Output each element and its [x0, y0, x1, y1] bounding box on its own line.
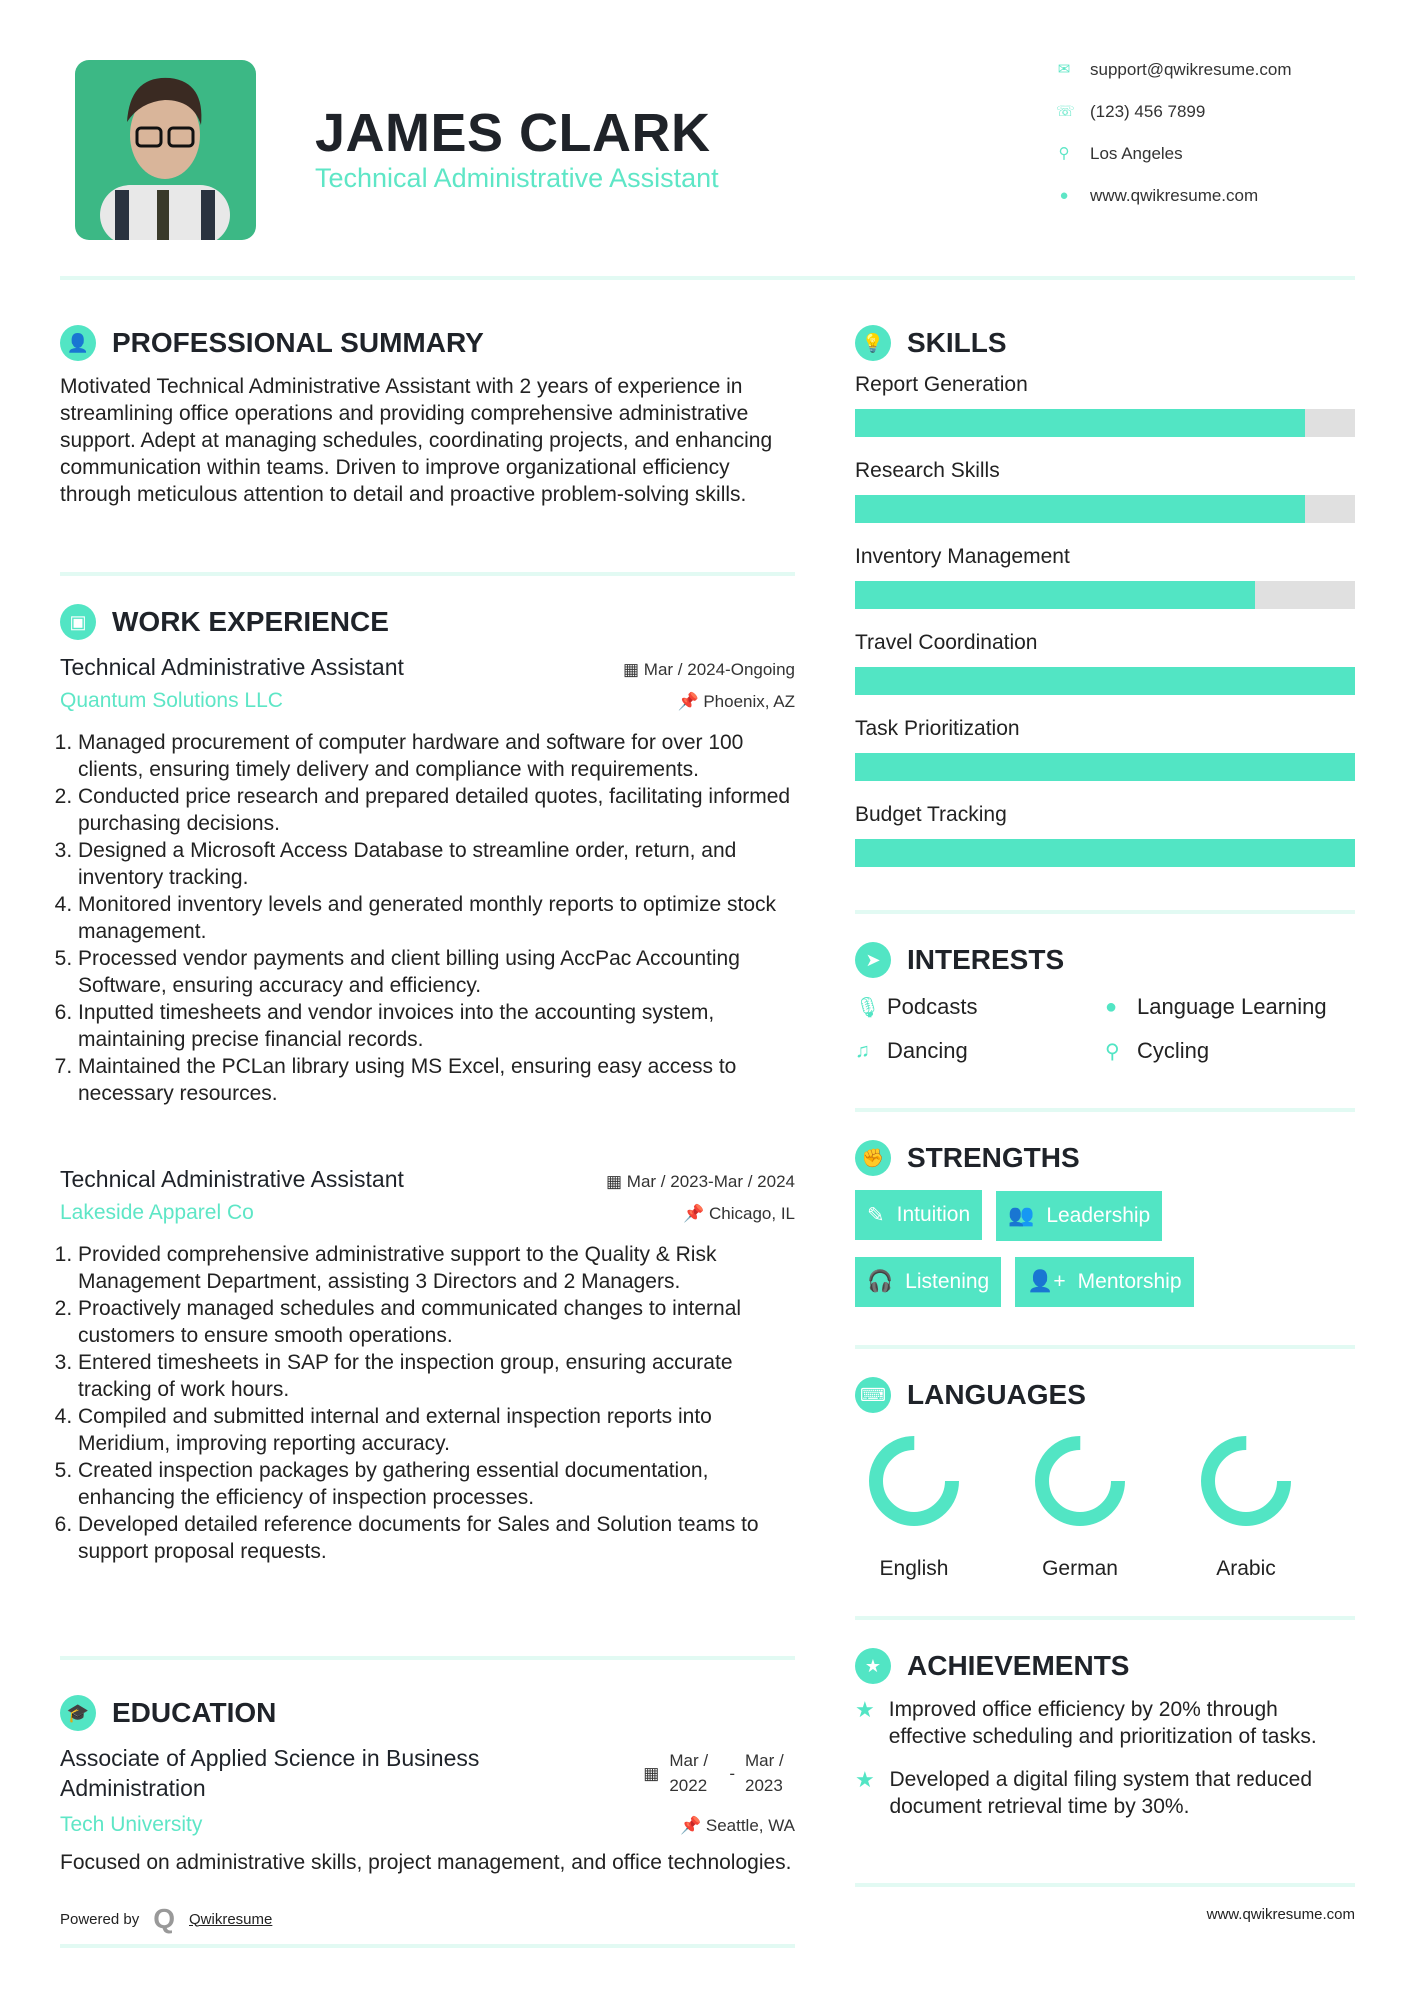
strength-tag — [1015, 1257, 1193, 1307]
divider — [855, 1883, 1355, 1887]
list-item: 6. Inputted timesheets and vendor invoices into the accounting system, maintaining precise financial records. — [78, 999, 795, 1053]
list-item: 2. Proactively managed schedules and communicated changes to internal customers to ensure smooth operations. — [78, 1295, 795, 1349]
skill-label: Research Skills — [855, 459, 1000, 482]
footer-site-link[interactable]: www.qwikresume.com — [1206, 1906, 1355, 1923]
interest-podcasts — [855, 994, 1105, 1020]
list-item: 7. Maintained the PCLan library using MS Excel, ensuring easy access to necessary resources. — [78, 1053, 795, 1107]
skill-label: Task Prioritization — [855, 717, 1020, 740]
music-icon: ♫ — [855, 1039, 870, 1062]
magic-wand-icon: ✎ — [867, 1203, 885, 1227]
summary-section — [60, 325, 795, 508]
paper-plane-icon: ➤ — [855, 942, 891, 978]
strength-tag — [855, 1257, 1001, 1307]
divider — [855, 910, 1355, 914]
job-duties — [60, 729, 795, 1107]
contact-website[interactable] — [1056, 186, 1258, 206]
strength-label: Mentorship — [1077, 1269, 1182, 1293]
contact-phone — [1056, 102, 1205, 122]
skill-bar — [855, 839, 1355, 867]
skill-label: Budget Tracking — [855, 803, 1007, 826]
skill-item — [855, 631, 1355, 695]
section-heading: WORK EXPERIENCE — [112, 606, 389, 637]
section-heading: ACHIEVEMENTS — [907, 1650, 1130, 1681]
job-location: Chicago, IL — [709, 1204, 795, 1223]
shooting-star-icon: ★ — [855, 1697, 875, 1722]
pin-icon: 📌 — [683, 1204, 709, 1223]
skill-bar — [855, 667, 1355, 695]
skill-item — [855, 373, 1355, 437]
achievements-section — [855, 1648, 1355, 1820]
language-name: Arabic — [1216, 1557, 1276, 1580]
strengths-section — [855, 1140, 1355, 1307]
divider — [855, 1108, 1355, 1112]
education-section — [60, 1695, 795, 1876]
job-date: Mar / 2024-Ongoing — [643, 660, 795, 679]
divider — [60, 1656, 795, 1660]
interest-language-learning — [1105, 994, 1355, 1020]
powered-by — [60, 1903, 272, 1935]
fist-icon: ✊ — [855, 1140, 891, 1176]
divider — [855, 1345, 1355, 1349]
divider — [60, 572, 795, 576]
language-icon: ⌨ — [855, 1377, 891, 1413]
company-name: Quantum Solutions LLC — [60, 689, 283, 712]
phone-icon: ☏ — [1056, 103, 1075, 120]
interest-label: Language Learning — [1137, 994, 1327, 1019]
star-badge-icon: ★ — [855, 1648, 891, 1684]
calendar-icon: ▦ — [606, 1172, 627, 1191]
list-item: 3. Entered timesheets in SAP for the inspection group, ensuring accurate tracking of work hours. — [78, 1349, 795, 1403]
date-start: Mar / 2022 — [669, 1751, 709, 1795]
skill-bar — [855, 753, 1355, 781]
strength-label: Intuition — [896, 1203, 971, 1226]
date-end: Mar / 2023 — [745, 1751, 784, 1795]
school-name: Tech University — [60, 1813, 203, 1836]
users-icon: 👥 — [1008, 1203, 1035, 1227]
strength-tag — [996, 1191, 1162, 1241]
calendar-icon: ▦ — [643, 1763, 660, 1783]
skill-label: Report Generation — [855, 373, 1028, 396]
job-title: Technical Administrative Assistant — [60, 654, 404, 680]
skill-bar — [855, 495, 1355, 523]
microphone-icon: 🎙 — [855, 996, 881, 1019]
candidate-title: Technical Administrative Assistant — [315, 163, 719, 193]
skill-bar-fill — [855, 581, 1255, 609]
briefcase-icon: ▣ — [60, 604, 96, 640]
skill-item — [855, 545, 1355, 609]
skills-section — [855, 325, 1355, 889]
company-name: Lakeside Apparel Co — [60, 1201, 254, 1224]
powered-by-label: Powered by — [60, 1910, 140, 1928]
job-location: Phoenix, AZ — [703, 692, 795, 711]
strength-label: Leadership — [1046, 1203, 1151, 1227]
skill-label: Inventory Management — [855, 545, 1070, 568]
job-entry — [60, 654, 795, 1107]
graduate-icon: 🎓 — [60, 1695, 96, 1731]
interest-label: Dancing — [887, 1038, 968, 1063]
language-progress-ring — [1030, 1431, 1130, 1531]
skill-bar-fill — [855, 839, 1355, 867]
shooting-star-icon: ★ — [855, 1767, 875, 1792]
skill-label: Travel Coordination — [855, 631, 1038, 654]
contact-text: (123) 456 7899 — [1090, 102, 1206, 121]
language-item — [839, 1431, 989, 1581]
pin-icon: 📌 — [677, 692, 704, 711]
section-heading: STRENGTHS — [907, 1142, 1080, 1173]
degree: Associate of Applied Science in Business Administration — [60, 1745, 480, 1801]
globe-icon: ● — [1059, 187, 1069, 204]
skill-bar-fill — [855, 495, 1305, 523]
interest-label: Podcasts — [887, 994, 978, 1019]
skill-bar-fill — [855, 667, 1355, 695]
contact-email[interactable] — [1056, 60, 1292, 80]
achievement-text: Improved office efficiency by 20% through effective scheduling and prioritization of tasks. — [888, 1698, 1317, 1748]
interests-section — [855, 942, 1355, 1064]
language-item — [1005, 1431, 1155, 1581]
contact-location — [1056, 144, 1183, 164]
achievement-item — [855, 1696, 1355, 1750]
lightbulb-icon: 💡 — [855, 325, 891, 361]
date-separator: - — [729, 1763, 735, 1783]
language-name: German — [1042, 1557, 1118, 1580]
headphones-icon: 🎧 — [867, 1269, 894, 1293]
user-icon: 👤 — [60, 325, 96, 361]
list-item: 2. Conducted price research and prepared detailed quotes, facilitating informed purchasing decisions. — [78, 783, 795, 837]
contact-text: Los Angeles — [1090, 144, 1183, 163]
list-item: 5. Created inspection packages by gathering essential documentation, enhancing the efficiency of inspection processes. — [78, 1457, 795, 1511]
skill-item — [855, 459, 1355, 523]
header-divider — [60, 276, 1355, 280]
list-item: 4. Compiled and submitted internal and external inspection reports into Meridium, improving reporting accuracy. — [78, 1403, 795, 1457]
language-progress-ring — [864, 1431, 964, 1531]
interest-cycling — [1105, 1038, 1355, 1064]
education-text: Focused on administrative skills, project management, and office technologies. — [60, 1851, 792, 1874]
languages-section — [855, 1377, 1355, 1581]
globe-icon: ● — [1105, 995, 1118, 1018]
map-marker-icon: ⚲ — [1058, 145, 1070, 162]
section-heading: LANGUAGES — [907, 1379, 1086, 1410]
summary-text: Motivated Technical Administrative Assistant with 2 years of experience in streamlining office operations and providing comprehensive administrative support. Adept at managing schedules, coordinating projects, and enhancing communication within teams. Driven to improve organizational efficiency through meticulous attention to detail and proactive problem-solving skills. — [60, 375, 773, 506]
work-section — [60, 604, 795, 1107]
skill-bar — [855, 409, 1355, 437]
list-item: 5. Processed vendor payments and client billing using AccPac Accounting Software, ensuring accuracy and efficiency. — [78, 945, 795, 999]
qwikresume-logo-icon: Q — [153, 1903, 175, 1934]
interest-dancing — [855, 1038, 1105, 1064]
list-item: 6. Developed detailed reference documents for Sales and Solution teams to support proposal requests. — [78, 1511, 795, 1565]
interest-label: Cycling — [1137, 1038, 1210, 1063]
user-plus-icon: 👤+ — [1027, 1269, 1066, 1293]
list-item: 3. Designed a Microsoft Access Database to streamline order, return, and inventory tracking. — [78, 837, 795, 891]
skill-bar — [855, 581, 1355, 609]
job-entry — [60, 1166, 795, 1565]
achievement-item — [855, 1766, 1355, 1820]
language-progress-ring — [1196, 1431, 1296, 1531]
skill-bar-fill — [855, 409, 1305, 437]
list-item: 4. Monitored inventory levels and generated monthly reports to optimize stock management. — [78, 891, 795, 945]
skill-bar-fill — [855, 753, 1355, 781]
candidate-name: JAMES CLARK — [315, 103, 711, 163]
contact-text: www.qwikresume.com — [1090, 186, 1259, 205]
achievement-text: Developed a digital filing system that reduced document retrieval time by 30%. — [889, 1768, 1313, 1818]
section-heading: SKILLS — [907, 327, 1007, 358]
job-duties — [60, 1241, 795, 1565]
list-item: 1. Provided comprehensive administrative support to the Quality & Risk Management Department, assisting 3 Directors and 2 Managers. — [78, 1241, 795, 1295]
section-heading: INTERESTS — [907, 944, 1065, 975]
skill-item — [855, 717, 1355, 781]
language-name: English — [879, 1557, 949, 1580]
envelope-icon: ✉ — [1057, 61, 1071, 78]
skill-item — [855, 803, 1355, 867]
job-title: Technical Administrative Assistant — [60, 1166, 404, 1192]
calendar-icon: ▦ — [623, 660, 644, 679]
strength-label: Listening — [905, 1269, 990, 1293]
list-item: 1. Managed procurement of computer hardware and software for over 100 clients, ensuring timely delivery and compliance with requirements. — [78, 729, 795, 783]
section-heading: PROFESSIONAL SUMMARY — [112, 327, 484, 358]
strength-tag — [855, 1190, 982, 1240]
brand-link[interactable]: Qwikresume — [189, 1910, 273, 1928]
language-item — [1171, 1431, 1321, 1581]
contact-text: support@qwikresume.com — [1090, 60, 1292, 79]
section-heading: EDUCATION — [112, 1697, 277, 1728]
divider — [855, 1616, 1355, 1620]
profile-photo — [75, 60, 256, 240]
school-location: Seattle, WA — [705, 1816, 795, 1835]
divider — [60, 1944, 795, 1948]
pin-icon: 📌 — [679, 1816, 706, 1835]
bicycle-icon: ⚲ — [1105, 1040, 1120, 1063]
job-date: Mar / 2023-Mar / 2024 — [626, 1172, 795, 1191]
